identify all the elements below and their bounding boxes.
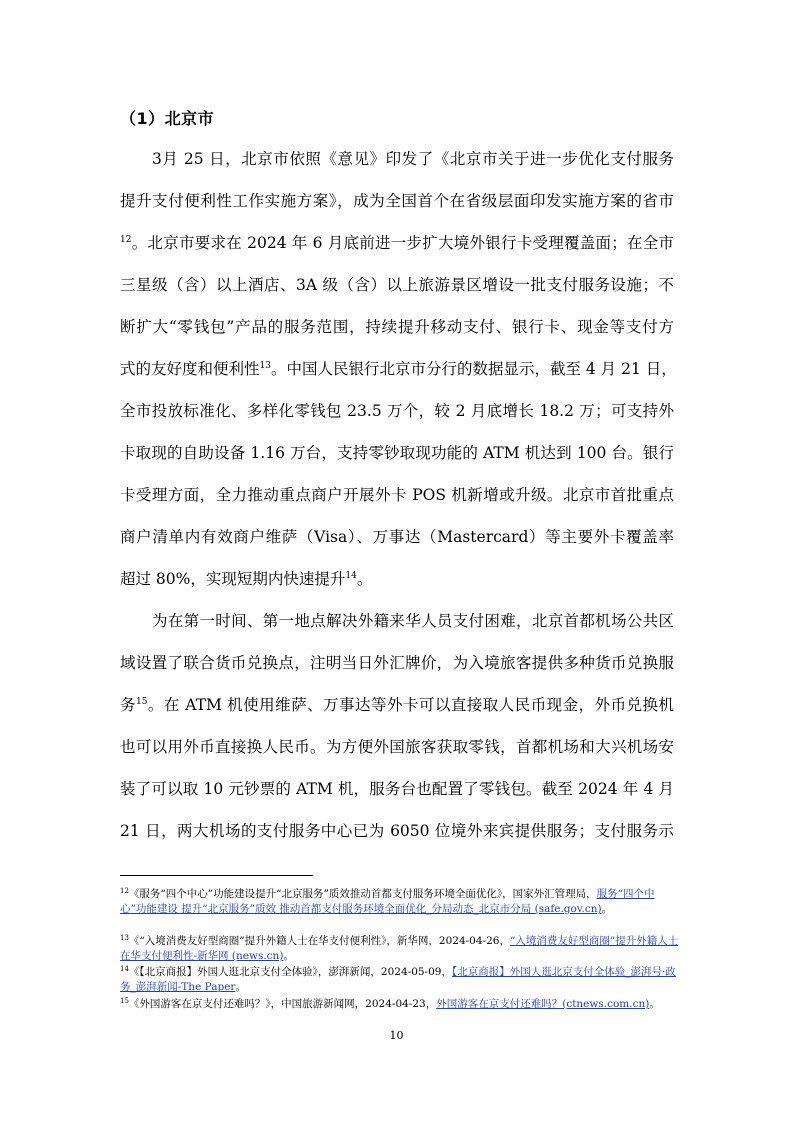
body-line: 断扩大“零钱包”产品的服务范围，持续提升移动支付、银行卡、现金等支付方 [120, 318, 674, 336]
footnote-14: $^{14}$《【北京商报】外国人逛北京支付全体验》，澎湃新闻，2024-05-09，【北京商报】外国人逛北京支付全体验_澎湃号·政务_澎湃新闻-The Paper。 [120, 965, 676, 993]
body-line: 全市投放标准化、多样化零钱包 23.5 万个，较 2 月底增长 18.2 万；可支持外 [120, 402, 674, 420]
body-line: 21 日，两大机场的支付服务中心已为 6050 位境外来宾提供服务；支付服务示 [120, 822, 674, 840]
footnote-13: $^{13}$《“入境消费友好型商圈”提升外籍人士在华支付便利性》，新华网，2024-04-26，“入境消费友好型商圈”提升外籍人士在华支付便利性-新华网 (news.cn)。 [120, 934, 679, 962]
footnote-ref: 12 [120, 235, 132, 245]
body-line: 提升支付便利性工作实施方案》，成为全国首个在省级层面印发实施方案的省市 [120, 192, 674, 210]
body-line: 三星级（含）以上酒店、3A 级（含）以上旅游景区增设一批支付服务设施；不 [120, 276, 674, 294]
body-line: 卡取现的自助设备 1.16 万台，支持零钞取现功能的 ATM 机达到 100 台。银行 [120, 444, 674, 462]
body-line: 务$^{15}$。在 ATM 机使用维萨、万事达等外卡可以直接取人民币现金，外币兑换机 [120, 696, 674, 714]
body-line: $^{12}$。北京市要求在 2024 年 6 月底前进一步扩大境外银行卡受理覆盖面；在全市 [120, 234, 674, 252]
footnote-ref: 13 [259, 361, 271, 371]
body-line: 商户清单内有效商户维萨（Visa）、万事达（Mastercard）等主要外卡覆盖率 [120, 528, 674, 546]
body-line: 式的友好度和便利性$^{13}$。中国人民银行北京市分行的数据显示，截至 4 月 21 日， [120, 360, 677, 378]
body-line: 为在第一时间、第一地点解决外籍来华人员支付困难，北京首都机场公共区 [152, 612, 674, 630]
footnote-link[interactable]: 【北京商报】外国人逛北京支付全体验_澎湃号·政务_澎湃新闻-The Paper [120, 966, 676, 993]
footnote-15: $^{15}$《外国游客在京支付还难吗？》，中国旅游新闻网，2024-04-23，外国游客在京支付还难吗？(ctnews.com.cn)。 [120, 997, 660, 1010]
footnote-12: $^{12}$《服务“四个中心”功能建设提升“北京服务”质效推动首都支付服务环境全面优化》，国家外汇管理局，服务“四个中心”功能建设 提升“北京服务”质效 推动首都支付服务环境全面优化_分局动态_北京市分局 (safe.gov.cn)。 [120, 887, 655, 915]
footnote-link[interactable]: 服务“四个中心”功能建设 提升“北京服务”质效 推动首都支付服务环境全面优化_分局动态_北京市分局 (safe.gov.cn) [120, 888, 655, 915]
body-line: 装了可以取 10 元钞票的 ATM 机，服务台也配置了零钱包。截至 2024 年 4 月 [120, 780, 674, 798]
section-heading: （1）北京市 [120, 109, 215, 128]
footnote-ref: 14 [345, 571, 357, 581]
footnote-ref: 15 [135, 697, 148, 707]
body-line: 超过 80%，实现短期内快速提升$^{14}$。 [120, 570, 373, 588]
footnote-divider [120, 875, 313, 876]
body-line: 也可以用外币直接换人民币。为方便外国旅客获取零钱，首都机场和大兴机场安 [120, 738, 674, 756]
page-number: 10 [389, 1029, 404, 1042]
body-line: 3月 25 日，北京市依照《意见》印发了《北京市关于进一步优化支付服务 [152, 150, 674, 168]
body-line: 卡受理方面，全力推动重点商户开展外卡 POS 机新增或升级。北京市首批重点 [120, 486, 674, 504]
body-line: 域设置了联合货币兑换点，注明当日外汇牌价，为入境旅客提供多种货币兑换服 [120, 654, 674, 672]
footnote-link[interactable]: “入境消费友好型商圈”提升外籍人士在华支付便利性-新华网 (news.cn) [120, 935, 679, 962]
footnote-link[interactable]: 外国游客在京支付还难吗？(ctnews.com.cn) [436, 998, 650, 1010]
